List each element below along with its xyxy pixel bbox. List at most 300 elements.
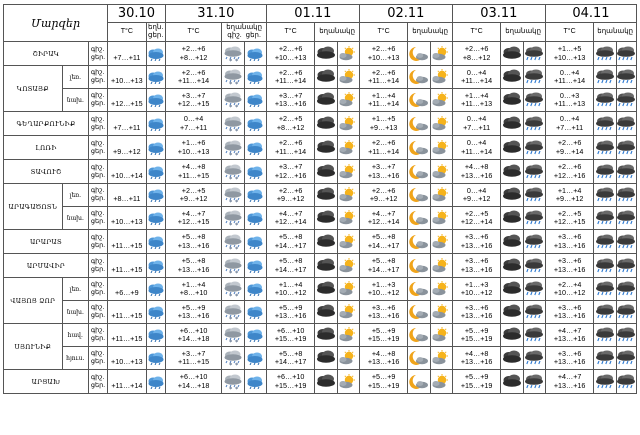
- night-temp: +2…+6: [371, 185, 396, 195]
- temperature-cell: [452, 370, 501, 394]
- temperature-cell: [359, 370, 408, 394]
- day-temp: +15…+19: [274, 334, 307, 343]
- day-temp: +13…+16: [367, 311, 400, 320]
- day-temp: +12…+15: [111, 99, 143, 108]
- day-header: 03.11: [452, 5, 545, 23]
- night-temp: +3…+7: [371, 162, 396, 172]
- table-row: [4, 184, 637, 207]
- night-temp: 0…+4: [466, 185, 487, 195]
- night-temp: 0…+4: [466, 138, 487, 148]
- night-label: գիշ.: [90, 69, 105, 76]
- day-part-cell: [88, 184, 107, 207]
- svg-text:✱: ✱: [228, 221, 233, 226]
- temperature-cell: [165, 207, 222, 230]
- svg-text:✱: ✱: [228, 127, 233, 132]
- temperature-cell: [165, 278, 222, 301]
- table-row: [4, 254, 637, 278]
- rain-icon: [594, 301, 616, 324]
- day-temp: +11…+13: [461, 99, 493, 108]
- day-temp: +15…+19: [274, 380, 307, 390]
- region-name: ԱՐՄԱՎԻՐ: [4, 254, 89, 278]
- temperature-cell: [359, 254, 408, 278]
- cloud-icon: [244, 301, 266, 324]
- snow-icon: [222, 184, 244, 207]
- day-temp: +13…+16: [274, 311, 307, 320]
- weather-header: եղանակը: [315, 23, 359, 42]
- cloud-icon: [146, 66, 165, 89]
- sun-cloud-icon: [337, 254, 359, 278]
- night-cloud-icon: [315, 112, 337, 136]
- rain-icon: [616, 66, 636, 89]
- night-cloud-icon: [501, 184, 523, 207]
- temperature-cell: [108, 254, 146, 278]
- night-temp: 0…+4: [559, 114, 580, 124]
- night-temp: +4…+8: [464, 348, 489, 358]
- day-temp: +6…+9: [115, 288, 139, 297]
- day-temp: +11…+15: [111, 240, 143, 250]
- day-part-label: ցեր.: [148, 32, 164, 39]
- day-temp: +13…+16: [553, 357, 586, 366]
- night-cloud-icon: [501, 42, 523, 66]
- temperature-cell: [165, 89, 222, 112]
- table-row: [4, 324, 637, 347]
- temperature-cell: [266, 278, 315, 301]
- sun-cloud-icon: [337, 301, 359, 324]
- night-label: գիշ.: [90, 373, 105, 381]
- temperature-cell: [108, 347, 146, 370]
- temperature-cell: [359, 301, 408, 324]
- temperature-cell: [545, 184, 594, 207]
- moon-icon: [408, 278, 430, 301]
- svg-text:✱: ✱: [228, 80, 233, 85]
- day-temp: +14…+17: [274, 264, 307, 274]
- day-temp: +10…+12: [274, 288, 307, 297]
- day-temp: +11…+15: [111, 334, 143, 343]
- rain-icon: [594, 42, 616, 66]
- zone-label: նախ.: [62, 89, 88, 112]
- rain-icon: [594, 207, 616, 230]
- svg-text:✱: ✱: [234, 315, 239, 320]
- table-row: [4, 112, 637, 136]
- snow-icon: [222, 347, 244, 370]
- sun-cloud-icon: [337, 112, 359, 136]
- night-temp: +2…+6: [278, 67, 303, 77]
- day-temp: +8…+12: [276, 122, 305, 132]
- day-temp: +9…+12: [113, 146, 141, 156]
- rain-icon: [616, 301, 636, 324]
- svg-text:✱: ✱: [228, 292, 233, 297]
- night-cloud-icon: [315, 66, 337, 89]
- night-temp: +2…+5: [464, 208, 489, 218]
- night-temp: +5…+9: [464, 372, 489, 382]
- rain-icon: [616, 184, 636, 207]
- night-label: գիշ.: [90, 281, 105, 288]
- temperature-cell: [452, 347, 501, 370]
- snow-icon: [222, 278, 244, 301]
- night-temp: +3…+6: [557, 232, 582, 242]
- night-temp: +4…+7: [278, 208, 303, 218]
- snow-icon: [222, 230, 244, 254]
- day-temp: +11…+14: [554, 76, 586, 85]
- svg-text:✱: ✱: [234, 175, 239, 180]
- weather-header-label: եղանակը: [226, 24, 263, 31]
- rain-icon: [594, 278, 616, 301]
- table-row: [4, 136, 637, 160]
- temperature-cell: [545, 370, 594, 394]
- night-temp: +3…+7: [278, 90, 303, 100]
- day-temp: +8…+12: [462, 52, 491, 62]
- rain-icon: [523, 301, 545, 324]
- day-label: ցեր.: [90, 147, 106, 155]
- day-temp: +12…+14: [460, 217, 493, 226]
- day-label: ցեր.: [90, 218, 106, 225]
- day-temp: +11…+15: [178, 357, 210, 366]
- sun-cloud-icon: [430, 112, 452, 136]
- rain-icon: [616, 278, 636, 301]
- svg-text:✱: ✱: [228, 151, 233, 156]
- table-row: [4, 370, 637, 394]
- day-temp: +12…+14: [274, 217, 307, 226]
- weather-header: [222, 23, 266, 42]
- night-temp: +3…+7: [278, 162, 303, 172]
- rain-icon: [523, 230, 545, 254]
- day-temp: +11…+14: [275, 76, 307, 85]
- temperature-cell: [165, 66, 222, 89]
- night-label: գիշ.: [90, 187, 105, 194]
- rain-icon: [616, 160, 636, 184]
- weather-header: եղանակը: [408, 23, 452, 42]
- rain-icon: [616, 207, 636, 230]
- rain-icon: [594, 160, 616, 184]
- rain-icon: [594, 370, 616, 394]
- rain-icon: [594, 324, 616, 347]
- day-temp: +13…+16: [177, 240, 210, 250]
- temperature-cell: [266, 136, 315, 160]
- day-temp: +11…+14: [111, 380, 143, 390]
- day-temp: +7…+11: [556, 122, 584, 132]
- temperature-cell: [266, 42, 315, 66]
- temperature-cell: [359, 324, 408, 347]
- table-row: [4, 160, 637, 184]
- cloud-icon: [244, 230, 266, 254]
- temperature-cell: [266, 160, 315, 184]
- day-header: 01.11: [266, 5, 359, 23]
- day-temp: +10…+13: [274, 52, 307, 62]
- night-temp: +5…+8: [278, 232, 303, 242]
- temperature-cell: [108, 136, 146, 160]
- region-name: ԱՐԱԳԱԾՈՏՆ: [4, 184, 63, 230]
- cloud-icon: [146, 347, 165, 370]
- svg-text:✱: ✱: [234, 57, 239, 62]
- temp-header: T°C: [108, 23, 146, 42]
- temperature-cell: [266, 66, 315, 89]
- rain-icon: [594, 254, 616, 278]
- day-temp: +7…+11: [463, 122, 491, 132]
- night-temp: +2…+6: [557, 162, 582, 172]
- sun-cloud-icon: [430, 184, 452, 207]
- snow-icon: [222, 42, 244, 66]
- temperature-cell: [452, 207, 501, 230]
- cloud-icon: [244, 278, 266, 301]
- day-temp: +13…+16: [553, 264, 586, 274]
- region-name: ՍՅՈՒՆԻՔ: [4, 324, 63, 370]
- svg-text:✱: ✱: [234, 198, 239, 203]
- sun-cloud-icon: [337, 347, 359, 370]
- rain-icon: [616, 112, 636, 136]
- cloud-icon: [244, 66, 266, 89]
- temperature-cell: [165, 184, 222, 207]
- svg-text:✱: ✱: [228, 103, 233, 108]
- temperature-cell: [359, 230, 408, 254]
- day-temp: +11…+13: [554, 99, 586, 108]
- temperature-cell: [359, 347, 408, 370]
- night-temp: +5…+8: [278, 348, 303, 358]
- day-temp: +13…+16: [177, 311, 210, 320]
- day-temp: +10…+12: [367, 288, 400, 297]
- moon-icon: [408, 301, 430, 324]
- temperature-cell: [108, 89, 146, 112]
- zone-label: լեռ.: [62, 278, 88, 301]
- temperature-cell: [108, 66, 146, 89]
- svg-text:✱: ✱: [234, 338, 239, 343]
- temp-header: T°C: [359, 23, 408, 42]
- cloud-icon: [146, 207, 165, 230]
- temperature-cell: [452, 66, 501, 89]
- night-label: գիշ.: [90, 139, 105, 147]
- day-temp: +15…+19: [460, 334, 493, 343]
- moon-icon: [408, 370, 430, 394]
- moon-icon: [408, 66, 430, 89]
- night-cloud-icon: [501, 136, 523, 160]
- svg-text:✱: ✱: [234, 245, 239, 250]
- temp-header: T°C: [165, 23, 222, 42]
- region-name: ՇԻՐԱԿ: [4, 42, 89, 66]
- day-temp: +13…+16: [177, 264, 210, 274]
- night-label: գիշ.: [90, 233, 105, 241]
- night-temp: +5…+9: [181, 302, 206, 312]
- day-part-cell: [88, 136, 107, 160]
- day-part-cell: [88, 89, 107, 112]
- day-header: 04.11: [545, 5, 636, 23]
- moon-icon: [408, 347, 430, 370]
- cloud-icon: [244, 207, 266, 230]
- svg-text:✱: ✱: [228, 245, 233, 250]
- day-part-cell: [88, 347, 107, 370]
- rain-icon: [523, 89, 545, 112]
- night-cloud-icon: [315, 301, 337, 324]
- zone-label: նախ.: [62, 207, 88, 230]
- moon-icon: [408, 324, 430, 347]
- cloud-icon: [244, 324, 266, 347]
- sun-cloud-icon: [337, 184, 359, 207]
- night-temp: +2…+6: [371, 138, 396, 148]
- day-temp: +7…+11: [113, 52, 141, 62]
- cloud-icon: [244, 136, 266, 160]
- day-label: ցեր.: [90, 195, 106, 202]
- temp-header: T°C: [452, 23, 501, 42]
- svg-text:✱: ✱: [234, 103, 239, 108]
- night-temp: +5…+9: [278, 302, 303, 312]
- temperature-cell: [359, 89, 408, 112]
- night-cloud-icon: [315, 254, 337, 278]
- zone-label: հավ.: [62, 324, 88, 347]
- temperature-cell: [359, 278, 408, 301]
- night-temp: +3…+6: [557, 302, 582, 312]
- snow-icon: [222, 89, 244, 112]
- day-label: ցեր.: [90, 100, 106, 107]
- zone-label: լեռ.: [62, 66, 88, 89]
- temperature-cell: [108, 370, 146, 394]
- sun-cloud-icon: [430, 160, 452, 184]
- cloud-icon: [146, 254, 165, 278]
- svg-text:✱: ✱: [234, 221, 239, 226]
- temperature-cell: [108, 160, 146, 184]
- table-row: [4, 207, 637, 230]
- temperature-cell: [359, 160, 408, 184]
- svg-text:✱: ✱: [234, 385, 239, 390]
- day-temp: +10…+13: [177, 146, 210, 156]
- night-cloud-icon: [501, 89, 523, 112]
- rain-icon: [523, 66, 545, 89]
- night-temp: +3…+6: [557, 256, 582, 266]
- rain-icon: [616, 136, 636, 160]
- day-part-cell: [88, 112, 107, 136]
- sun-cloud-icon: [337, 160, 359, 184]
- night-temp: +5…+9: [371, 372, 396, 382]
- rain-icon: [616, 254, 636, 278]
- day-temp: +12…+15: [177, 99, 210, 108]
- rain-icon: [616, 347, 636, 370]
- sun-cloud-icon: [430, 254, 452, 278]
- day-part-cell: [88, 230, 107, 254]
- sun-cloud-icon: [430, 347, 452, 370]
- day-temp: +11…+14: [368, 146, 400, 156]
- forecast-body: [4, 42, 637, 394]
- day-temp: +11…+14: [275, 146, 307, 156]
- day-temp: +10…+13: [553, 52, 586, 62]
- night-cloud-icon: [315, 347, 337, 370]
- night-temp: +3…+6: [464, 256, 489, 266]
- night-temp: +3…+6: [557, 348, 582, 358]
- temperature-cell: [359, 207, 408, 230]
- night-cloud-icon: [501, 112, 523, 136]
- night-temp: +4…+7: [181, 208, 206, 218]
- rain-icon: [616, 42, 636, 66]
- temperature-cell: [545, 230, 594, 254]
- day-temp: +12…+16: [274, 170, 307, 180]
- cloud-icon: [146, 278, 165, 301]
- night-temp: +3…+7: [181, 348, 206, 358]
- temperature-cell: [545, 160, 594, 184]
- region-name: ԱՐԱՐԱՏ: [4, 230, 89, 254]
- night-temp: +1…+4: [557, 185, 582, 195]
- night-cloud-icon: [315, 324, 337, 347]
- night-temp: +2…+6: [278, 44, 303, 54]
- weather-header: [146, 23, 165, 42]
- day-temp: +11…+14: [461, 76, 493, 85]
- night-temp: +4…+7: [557, 325, 582, 335]
- night-temp: +6…+10: [276, 325, 305, 335]
- rain-icon: [594, 347, 616, 370]
- day-label: ցեր.: [90, 171, 106, 179]
- cloud-icon: [244, 347, 266, 370]
- zone-label: նախ.: [62, 301, 88, 324]
- svg-text:✱: ✱: [228, 57, 233, 62]
- night-temp: +1…+6: [181, 138, 206, 148]
- temperature-cell: [545, 136, 594, 160]
- day-temp: +10…+12: [553, 288, 586, 297]
- snow-icon: [222, 66, 244, 89]
- svg-text:✱: ✱: [228, 338, 233, 343]
- snow-icon: [222, 160, 244, 184]
- region-name: ԳԵՂԱՐՔՈՒՆԻՔ: [4, 112, 89, 136]
- night-cloud-icon: [501, 370, 523, 394]
- svg-text:✱: ✱: [228, 175, 233, 180]
- night-temp: +1…+4: [181, 279, 206, 289]
- moon-icon: [408, 136, 430, 160]
- snow-icon: [222, 254, 244, 278]
- sun-cloud-icon: [430, 66, 452, 89]
- day-label: ցեր.: [90, 312, 106, 319]
- temperature-cell: [266, 89, 315, 112]
- sun-cloud-icon: [337, 207, 359, 230]
- night-temp: +5…+8: [371, 232, 396, 242]
- table-row: [4, 66, 637, 89]
- day-part-cell: [88, 254, 107, 278]
- day-part-cell: [88, 160, 107, 184]
- night-cloud-icon: [501, 66, 523, 89]
- snow-icon: [222, 301, 244, 324]
- day-temp: +13…+16: [460, 170, 493, 180]
- sun-cloud-icon: [337, 278, 359, 301]
- rain-icon: [594, 66, 616, 89]
- svg-text:✱: ✱: [234, 151, 239, 156]
- temperature-cell: [108, 324, 146, 347]
- svg-text:✱: ✱: [234, 269, 239, 274]
- day-part-cell: [88, 324, 107, 347]
- day-temp: +15…+19: [460, 380, 493, 390]
- night-label: գիշ.: [90, 163, 105, 171]
- night-temp: +2…+5: [557, 208, 582, 218]
- day-temp: +13…+16: [553, 240, 586, 250]
- temperature-cell: [452, 301, 501, 324]
- night-cloud-icon: [315, 160, 337, 184]
- cloud-icon: [244, 184, 266, 207]
- night-temp: +3…+7: [181, 90, 206, 100]
- svg-text:✱: ✱: [234, 127, 239, 132]
- day-temp: +12…+15: [553, 217, 586, 226]
- sun-cloud-icon: [337, 42, 359, 66]
- night-temp: +4…+7: [557, 372, 582, 382]
- sun-cloud-icon: [430, 207, 452, 230]
- day-temp: +8…+12: [179, 52, 208, 62]
- sun-cloud-icon: [430, 370, 452, 394]
- day-temp: +12…+15: [177, 217, 210, 226]
- table-row: [4, 89, 637, 112]
- cloud-icon: [146, 230, 165, 254]
- table-row: [4, 230, 637, 254]
- night-temp: +1…+5: [557, 44, 582, 54]
- day-temp: +14…+17: [274, 357, 307, 366]
- temperature-cell: [266, 184, 315, 207]
- cloud-icon: [146, 136, 165, 160]
- cloud-icon: [146, 184, 165, 207]
- temperature-cell: [545, 66, 594, 89]
- cloud-icon: [244, 89, 266, 112]
- temperature-cell: [108, 278, 146, 301]
- day-temp: +15…+19: [367, 380, 400, 390]
- weather-header: եղանակը: [501, 23, 545, 42]
